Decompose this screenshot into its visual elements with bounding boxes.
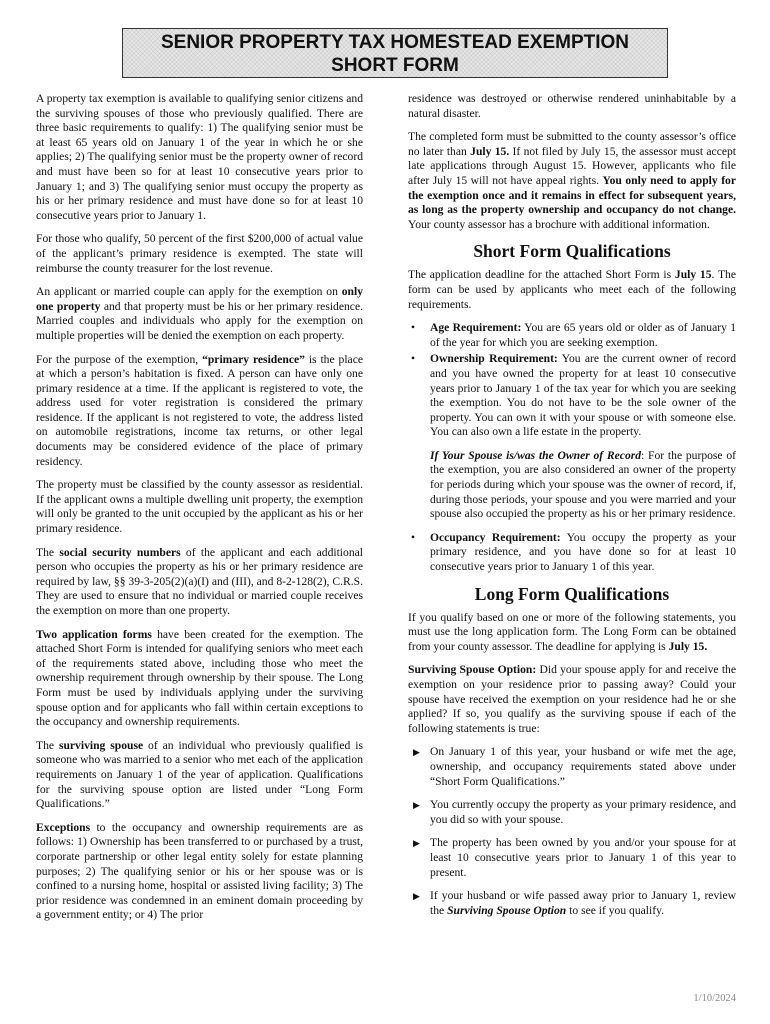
title-line-2: SHORT FORM	[331, 55, 459, 76]
one-property-paragraph: An applicant or married couple can apply for the exemption on only one property and that property must be his or her primary residence. Married couples and individuals who apply for the exemption on multiple properties will be denied the exemption on each property.	[36, 285, 363, 342]
exceptions-paragraph: Exceptions to the occupancy and ownership requirements are as follows: 1) Ownership has been transferred to or purchased by a trust, corporate partnership or other legal entity solely for estate planning purposes; 2) The qualifying senior or his or her spouse was or is confined to a nursing home, hospital or assisted living facility; 3) The prior residence was condemned in an eminent domain proceeding by a government entity; or 4) The prior	[36, 820, 363, 922]
submission-paragraph: The completed form must be submitted to the county assessor’s office no later than July 15. If not filed by July 15, the assessor must accept late applications through August 15. However, applicants who file after July 15 will not have appeal rights. You only need to apply for the exemption once and it remains in effect for subsequent years, as long as the property ownership and occupancy do not change. Your county assessor has a brochure with additional information.	[408, 130, 737, 231]
primary-residence-paragraph: For the purpose of the exemption, “primary residence” is the place at which a person’s habitation is fixed. A person can have only one primary residence at a time. If the applicant is registered to vote, the address used for voter registration is considered the primary residence. If the applicant is not registered to vote, the address listed on automobile registrations, income tax returns, or other legal documents may be considered evidence of the place of primary residency.	[36, 352, 363, 468]
list-item: • Occupancy Requirement: You occupy the property as your primary residence, and you have done so for at least 10 consecutive years prior to January 1 of this year.	[411, 530, 737, 574]
bullet-icon: •	[411, 352, 416, 366]
intro-paragraph: A property tax exemption is available to qualifying senior citizens and the surviving spouses of those who previously qualified. There are three basic requirements to qualify: 1) The qualifying senior must be at least 65 years old on January 1 of the year in which he or she applies; 2) The qualifying senior must be the property owner of record and must have been so for at least 10 consecutive years prior to January 1; and 3) The qualifying senior must occupy the property as his or her primary residence and must have done so for at least 10 consecutive years prior to January 1.	[36, 92, 363, 222]
occupancy-list	[408, 531, 736, 575]
ssn-paragraph: The social security numbers of the applicant and each additional person who occupies the property as his or her primary residence are required by law, §§ 39-3-205(2)(a)(I) and (III), and 8-2-128(2), C.R.S. They are used to ensure that no individual or married couple receives the exemption on more than one property.	[36, 545, 363, 617]
surviving-spouse-paragraph: The surviving spouse of an individual who previously qualified is someone who was married to a senior who met each of the application requirements on January 1 of the year of application. Qualifications for the surviving spouse option are listed under “Long Form Qualifications.”	[36, 738, 363, 811]
bullet-icon: •	[411, 321, 416, 335]
application-forms-paragraph: Two application forms have been created for the exemption. The attached Short Form is intended for qualifying seniors who meet each of the requirements stated above, including those who meet the ownership requirement through ownership by their spouse. The Long Form must be used by individuals applying under the surviving spouse option and for applicants who fall within certain exceptions to the occupancy and ownership requirements.	[36, 627, 364, 729]
long-form-intro-paragraph: If you qualify based on one or more of the following statements, you must use the long application form. The Long Form can be obtained from your county assessor. The deadline for applying is July 15.	[408, 610, 736, 653]
arrow-right-icon: ▶	[413, 891, 420, 902]
short-form-deadline-paragraph: The application deadline for the attached Short Form is July 15. The form can be used by applicants who meet each of the following requirements.	[408, 268, 736, 311]
long-form-heading: Long Form Qualifications	[474, 583, 670, 604]
exceptions-continued-paragraph: residence was destroyed or otherwise rendered uninhabitable by a natural disaster.	[408, 92, 736, 120]
arrow-right-icon: ▶	[413, 838, 420, 849]
document-title	[122, 28, 668, 78]
left-column	[36, 92, 363, 932]
bullet-icon: •	[411, 530, 416, 544]
surviving-spouse-list	[408, 745, 736, 918]
revision-date: 1/10/2024	[693, 993, 736, 1004]
arrow-right-icon: ▶	[413, 800, 420, 811]
exemption-value-paragraph: For those who qualify, 50 percent of the first $200,000 of actual value of the applicant’s primary residence is exempted. The state will reimburse the county treasurer for the lost revenue.	[36, 232, 363, 275]
classification-paragraph: The property must be classified by the county assessor as residential. If the applicant owns a multiple dwelling unit property, the exemption will only be granted to the unit occupied by the applicant as his or her primary residence.	[36, 478, 363, 536]
list-item: ▶ On January 1 of this year, your husband or wife met the age, ownership, and occupancy requirements stated above under “Short Form Qualifications.”	[413, 745, 736, 788]
list-item: ▶ If your husband or wife passed away prior to January 1, review the Surviving Spouse Option to see if you qualify.	[413, 889, 736, 917]
short-form-heading: Short Form Qualifications	[473, 241, 671, 262]
requirements-list	[408, 321, 736, 440]
right-column	[408, 92, 736, 927]
list-item: ▶ You currently occupy the property as your primary residence, and you did so with your spouse.	[413, 798, 736, 826]
title-line-1: SENIOR PROPERTY TAX HOMESTEAD EXEMPTION	[160, 32, 630, 53]
list-item: ▶ The property has been owned by you and/or your spouse for at least 10 consecutive years prior to January 1 of this year to present.	[413, 836, 736, 879]
arrow-right-icon: ▶	[413, 747, 420, 758]
list-item: • Ownership Requirement: You are the current owner of record and you have owned the property for at least 10 consecutive years prior to January 1 of the tax year for which you are seeking the exemption. You do not have to be the sole owner of the property. You can own it with your spouse or with someone else. You can also own a life estate in the property.	[411, 352, 737, 439]
spouse-owner-note: If Your Spouse is/was the Owner of Record: For the purpose of the exemption, you are also considered an owner of the property for periods during which your spouse was the owner of record, if, during those periods, your spouse and you were married and your spouse also occupied the property as his or her primary residence.	[430, 448, 736, 521]
list-item: • Age Requirement: You are 65 years old or older as of January 1 of the year for which you are seeking exemption.	[411, 321, 736, 349]
surviving-spouse-option-paragraph: Surviving Spouse Option: Did your spouse apply for and receive the exemption on your residence prior to passing away? Could your spouse have received the exemption on your residence had he or she applied? If so, you qualify as the surviving spouse if each of the following statements is true:	[408, 663, 736, 735]
